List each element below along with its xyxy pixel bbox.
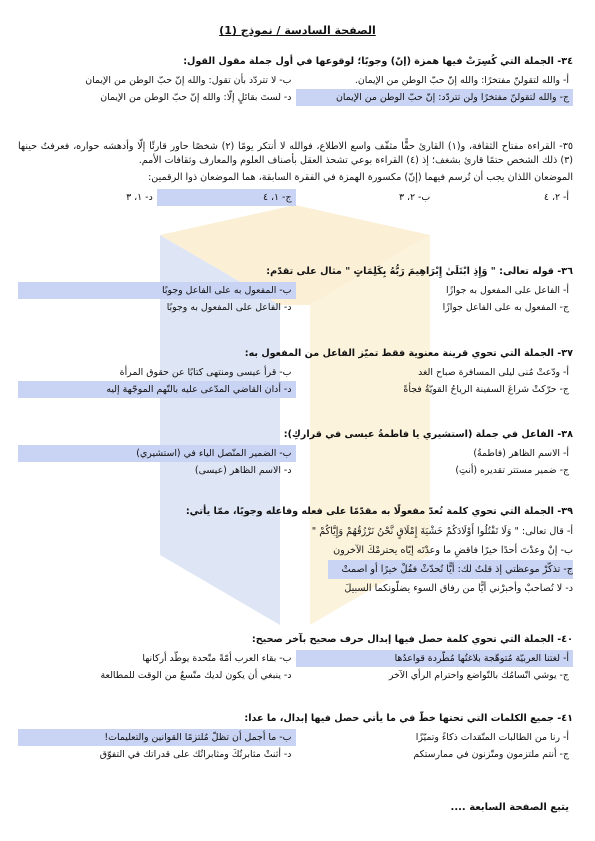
option-b[interactable]: ب- ٢، ٣ bbox=[398, 192, 431, 203]
question-35 bbox=[18, 140, 573, 206]
question-39 bbox=[18, 505, 573, 598]
question-stem: ٣٤- الجملة التي كُسِرَتْ فيها همزة (إنّ) وجوبًا؛ لوقوعها في أول جملة مقول القول: bbox=[183, 56, 573, 67]
question-stem: ٣٧- الجملة التي تحوي قرينة معنوية فقط تميّز الفاعل من المفعول به: bbox=[244, 348, 573, 359]
option-d[interactable]: د- لستَ بقائلٍ إلّا: والله إنّ حبّ الوطن من الإيمان bbox=[100, 92, 292, 103]
question-34 bbox=[18, 55, 573, 106]
option-c[interactable]: ج- ضمير مستتر تقديره (أنتِ) bbox=[455, 465, 569, 476]
option-b[interactable]: ب- قرأ عيسى ومنتهى كتابًا عن حقوق المرأة bbox=[119, 367, 292, 378]
option-a[interactable]: أ- قال تعالى: " وَلَا تَقْتُلُوا أَوْلَادَكُمْ خَشْيَةَ إِمْلَاقٍ نَّحْنُ نَرْزُقُهُمْ وَإِيَّاكُمْ " bbox=[311, 526, 573, 537]
question-sub: الموضعان اللذان يجب أن تُرسم فيهما (إنّ) مكسورة الهمزة في الفقرة السابقة، هما الموضعان ذوا الرقمين: bbox=[148, 172, 573, 183]
option-c[interactable]: ج- يوشي اتّسامُك بالتّواضع واحترام الرأي الآخر bbox=[388, 670, 569, 681]
continue-note: يتبع الصفحة السابعة .... bbox=[450, 802, 569, 813]
option-d[interactable]: د- الفاعل على المفعول به وجوبًا bbox=[166, 302, 292, 313]
option-a[interactable]: أ- الاسم الظاهر (فاطمةُ) bbox=[473, 448, 569, 459]
option-d[interactable]: د- أدان القاضي المدّعى عليه بالتّهم الموجّهة إليه bbox=[18, 381, 296, 398]
option-d[interactable]: د- ١، ٣ bbox=[126, 192, 153, 203]
option-c[interactable]: ج- حرّكتْ شراعَ السفينة الرياحُ القويّةُ فجأةً bbox=[403, 384, 569, 395]
question-36 bbox=[18, 265, 573, 316]
question-stem: ٣٥- القراءة مفتاح الثقافة، و(١) القارئ حقًّا مثقّف واسع الاطلاع، فوالله لا أنتكر يومًا (٢) شخصًا حاور قارئًا إلّا وأدهشه حواره، فعرفتُ حينها (٣) ذلك الشخص حتمًا قارئ بشغف؛ إذ (٤) القراءة بوعي تشحذ العقل بأصناف العلوم والمعارف وثقافات الأمم. bbox=[18, 141, 573, 166]
option-a[interactable]: أ- الفاعل على المفعول به جوازًا bbox=[446, 285, 569, 296]
option-c[interactable]: ج- المفعول به على الفاعل جوازًا bbox=[442, 302, 569, 313]
question-stem: ٣٦- قوله تعالى: " وَإِذِ ابْتَلَىٰ إِبْرَاهِيمَ رَبُّهُ بِكَلِمَاتٍ " مثال على تقدّم: bbox=[266, 266, 573, 277]
option-a[interactable]: أ- ٢، ٤ bbox=[543, 192, 569, 203]
option-d[interactable]: د- أثنتْ مثابرتُكَ ومثابراتُك على قدراتك في التفوّق bbox=[99, 749, 292, 760]
question-38 bbox=[18, 428, 573, 479]
option-b[interactable]: ب- المفعول به على الفاعل وجوبًا bbox=[18, 282, 296, 299]
option-a[interactable]: أ- ودّعتْ مُنى ليلى المسافرة صباح الغد bbox=[418, 367, 569, 378]
option-b[interactable]: ب- ما أجمل أن تظلّ مُلتزمًا القوانين والتعليمات! bbox=[18, 729, 296, 746]
page-title: الصفحة السادسة / نموذج (1) bbox=[219, 24, 376, 37]
option-b[interactable]: ب- الضمير المتّصل الياء في (استشيري) bbox=[18, 445, 296, 462]
question-stem: ٤٠- الجملة التي تحوي كلمة حصل فيها إبدال حرف صحيح بآخر صحيح: bbox=[251, 634, 573, 645]
question-41 bbox=[18, 712, 573, 763]
question-stem: ٣٨- الفاعل في جملة (استشيري يا فاطمةُ عيسى في قراركِ): bbox=[283, 429, 573, 440]
option-a[interactable]: أ- رنا من الطالبات المتّقدات ذكاءً وتميّزًا bbox=[415, 732, 569, 743]
option-b[interactable]: ب- لا تتردّد بأن تقول: والله إنّ حبّ الوطن من الإيمان bbox=[85, 75, 292, 86]
option-c[interactable]: ج- تذكّرْ موعظتي إذ قلتُ لك: أيًّا تُحدّثْ فقُلْ خيرًا أو اصمتْ bbox=[328, 560, 573, 579]
option-c[interactable]: ج- أنتم ملتزمون ومتّزنون في ممارستكم bbox=[413, 749, 569, 760]
option-c[interactable]: ج- والله لتقولنّ مفتخرًا ولن تتردّد: إنّ حبّ الوطن من الإيمان bbox=[296, 89, 574, 106]
option-a[interactable]: أ- والله لتقولنّ مفتخرًا: والله إنّ حبّ الوطن من الإيمان. bbox=[354, 75, 569, 86]
question-37 bbox=[18, 347, 573, 398]
question-40 bbox=[18, 633, 573, 684]
option-a[interactable]: أ- لغتنا العربيّة مُتوهّجة بلاغتُها مُطّردة قواعدُها bbox=[296, 650, 574, 667]
option-d[interactable]: د- لا تُصاحبْ وأخبرْني أيًّا من رفاق السوء يضلّونكما السبيلَ bbox=[344, 583, 573, 594]
option-d[interactable]: د- ينبغي أن يكون لديك متّسعٌ من الوقت للمطالعة bbox=[100, 670, 292, 681]
option-b[interactable]: ب- بقاء العرب أمّةً متّحدة يوطّد أركانها bbox=[142, 653, 292, 664]
question-stem: ٣٩- الجملة التي تحوي كلمة تُعدّ مفعولًا به مقدّمًا على فعله وفاعله وجوبًا، ممّا يأتي: bbox=[185, 506, 573, 517]
option-d[interactable]: د- الاسم الظاهر (عيسى) bbox=[194, 465, 292, 476]
question-stem: ٤١- جميع الكلمات التي تحتها خطّ في ما يأتي حصل فيها إبدال، ما عدا: bbox=[244, 713, 573, 724]
option-b[interactable]: ب- إنْ وعدْتَ أحدًا خيرًا فاقضِ ما وعدْتَه إيّاه يحترمْكَ الآخرون bbox=[333, 545, 573, 556]
option-c[interactable]: ج- ١، ٤ bbox=[157, 189, 296, 206]
